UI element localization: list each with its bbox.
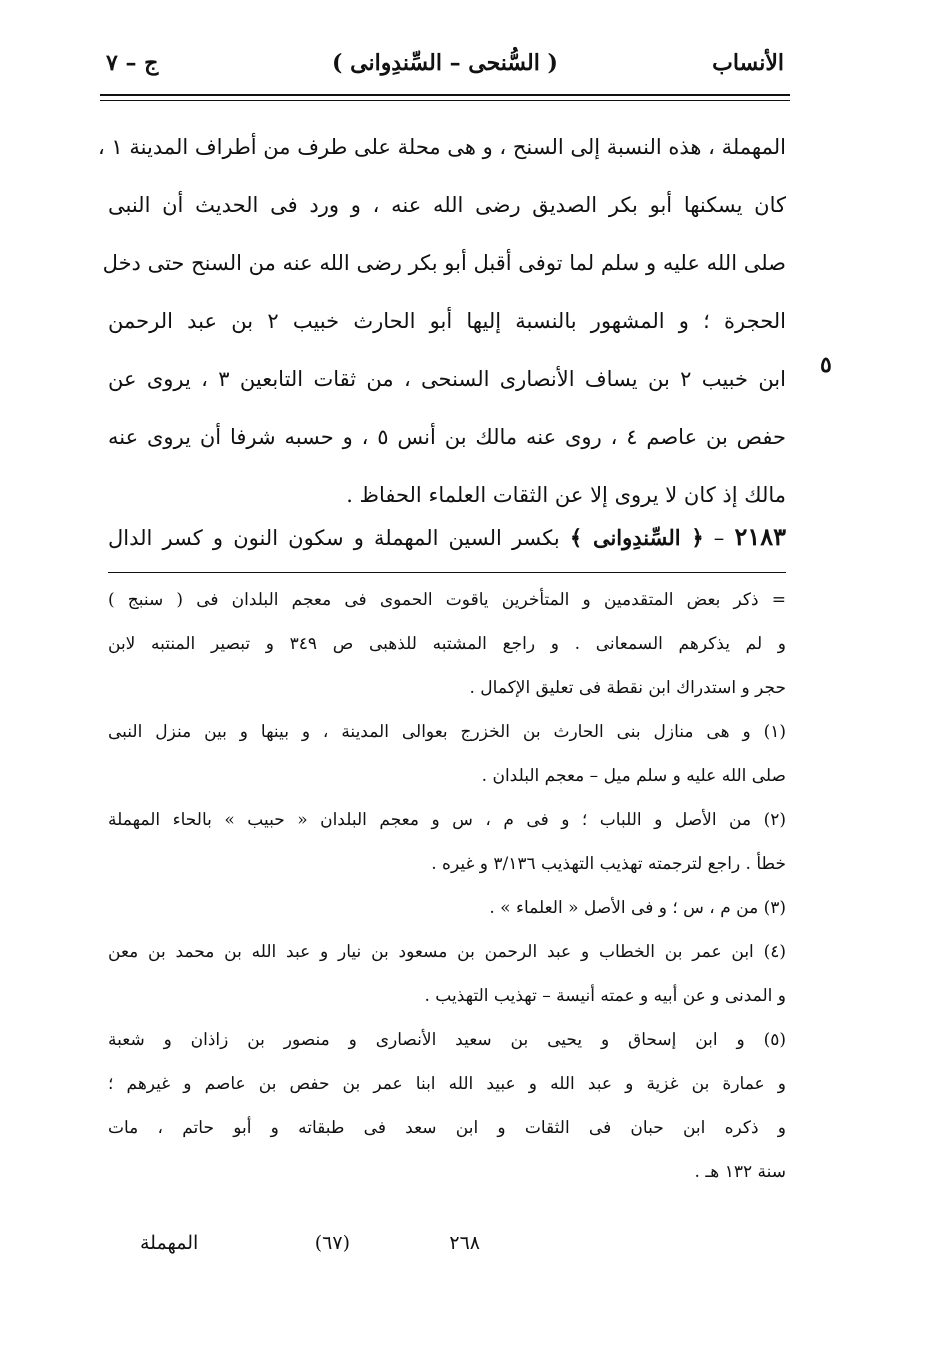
footnote-line: صلى الله عليه و سلم ميل – معجم البلدان . (481, 766, 786, 786)
main-line: الحجرة ؛ و المشهور بالنسبة إليها أبو الحارث خبيب ٢ بن عبد الرحمن (108, 309, 786, 333)
page-footer (120, 1232, 520, 1262)
entry-number: ٢١٨٣ (734, 522, 786, 551)
line-number-marker: ٥ (820, 352, 832, 378)
footnote-line: و ذكره ابن حبان فى الثقات و ابن سعد فى طبقاته و أبو حاتم ، مات (108, 1118, 786, 1138)
running-header (100, 46, 790, 86)
main-line: حفص بن عاصم ٤ ، روى عنه مالك بن أنس ٥ ، و حسبه شرفا أن يروى عنه (108, 425, 786, 449)
main-text (97, 118, 786, 524)
entry-heading-line (108, 512, 786, 563)
header-entry-range: ( السُّنحى – السِّندِوانى ) (332, 50, 558, 76)
entry-dash: – (703, 526, 735, 550)
footnote-line: (١) و هى منازل بنى الحارث بن الخزرج بعوالى المدينة ، و بينها و بين منزل النبى (108, 722, 786, 742)
main-line: المهملة ، هذه النسبة إلى السنح ، و هى محلة على طرف من أطراف المدينة ١ ، (97, 135, 786, 159)
footnote-line: (٤) ابن عمر بن الخطاب و عبد الرحمن بن مسعود بن نيار و عبد الله بن محمد بن معن (108, 942, 786, 962)
main-line: مالك إذ كان لا يروى إلا عن الثقات العلماء الحفاظ . (346, 483, 786, 507)
footnote-line: (٥) و ابن إسحاق و يحيى بن سعيد الأنصارى و منصور بن زاذان و شعبة (108, 1030, 786, 1050)
main-line: صلى الله عليه و سلم لما توفى أقبل أبو بكر رضى الله عنه من السنح حتى دخل (102, 251, 786, 275)
footnote-line: حجر و استدراك ابن نقطة فى تعليق الإكمال . (469, 678, 786, 698)
main-line: كان يسكنها أبو بكر الصديق رضى الله عنه ، و ورد فى الحديث أن النبى (108, 193, 786, 217)
footnote-line: و عمارة بن غزية و عبد الله و عبيد الله ابنا عمر بن حفص بن عاصم و غيرهم ؛ (108, 1074, 786, 1094)
header-volume: ج – ٧ (106, 50, 159, 76)
page-number: ٢٦٨ (449, 1232, 480, 1254)
header-rule-thin (100, 100, 790, 101)
header-rule-thick (100, 94, 790, 96)
main-line: ابن خبيب ٢ بن يساف الأنصارى السنحى ، من ثقات التابعين ٣ ، يروى عن (108, 367, 786, 391)
footnote-line: (٣) من م ، س ؛ و فى الأصل « العلماء » . (489, 898, 786, 918)
signature-mark: (٦٧) (314, 1232, 350, 1254)
entry-name: ﴿ السِّندِوانى ﴾ (569, 525, 704, 550)
footnotes (108, 578, 786, 1194)
header-section-title: الأنساب (712, 50, 784, 76)
entry-text: بكسر السين المهملة و سكون النون و كسر الدال (108, 526, 570, 550)
footnote-line: و المدنى و عن أبيه و عمته أنيسة – تهذيب التهذيب . (424, 986, 786, 1006)
footnote-line: سنة ١٣٢ هـ . (694, 1162, 786, 1182)
catchword: المهملة (140, 1232, 199, 1254)
footnote-separator (108, 572, 786, 573)
footnote-line: (٢) من الأصل و اللباب ؛ و فى م ، س و معجم البلدان « حبيب » بالحاء المهملة (108, 810, 786, 830)
footnote-line: و لم يذكرهم السمعانى . و راجع المشتبه للذهبى ص ٣٤٩ و تبصير المنتبه لابن (108, 634, 787, 654)
footnote-line: خطأ . راجع لترجمته تهذيب التهذيب ٣/١٣٦ و غيره . (431, 854, 786, 874)
footnote-line: = ذكر بعض المتقدمين و المتأخرين ياقوت الحموى فى معجم البلدان فى ( سنبج ) (108, 590, 786, 610)
